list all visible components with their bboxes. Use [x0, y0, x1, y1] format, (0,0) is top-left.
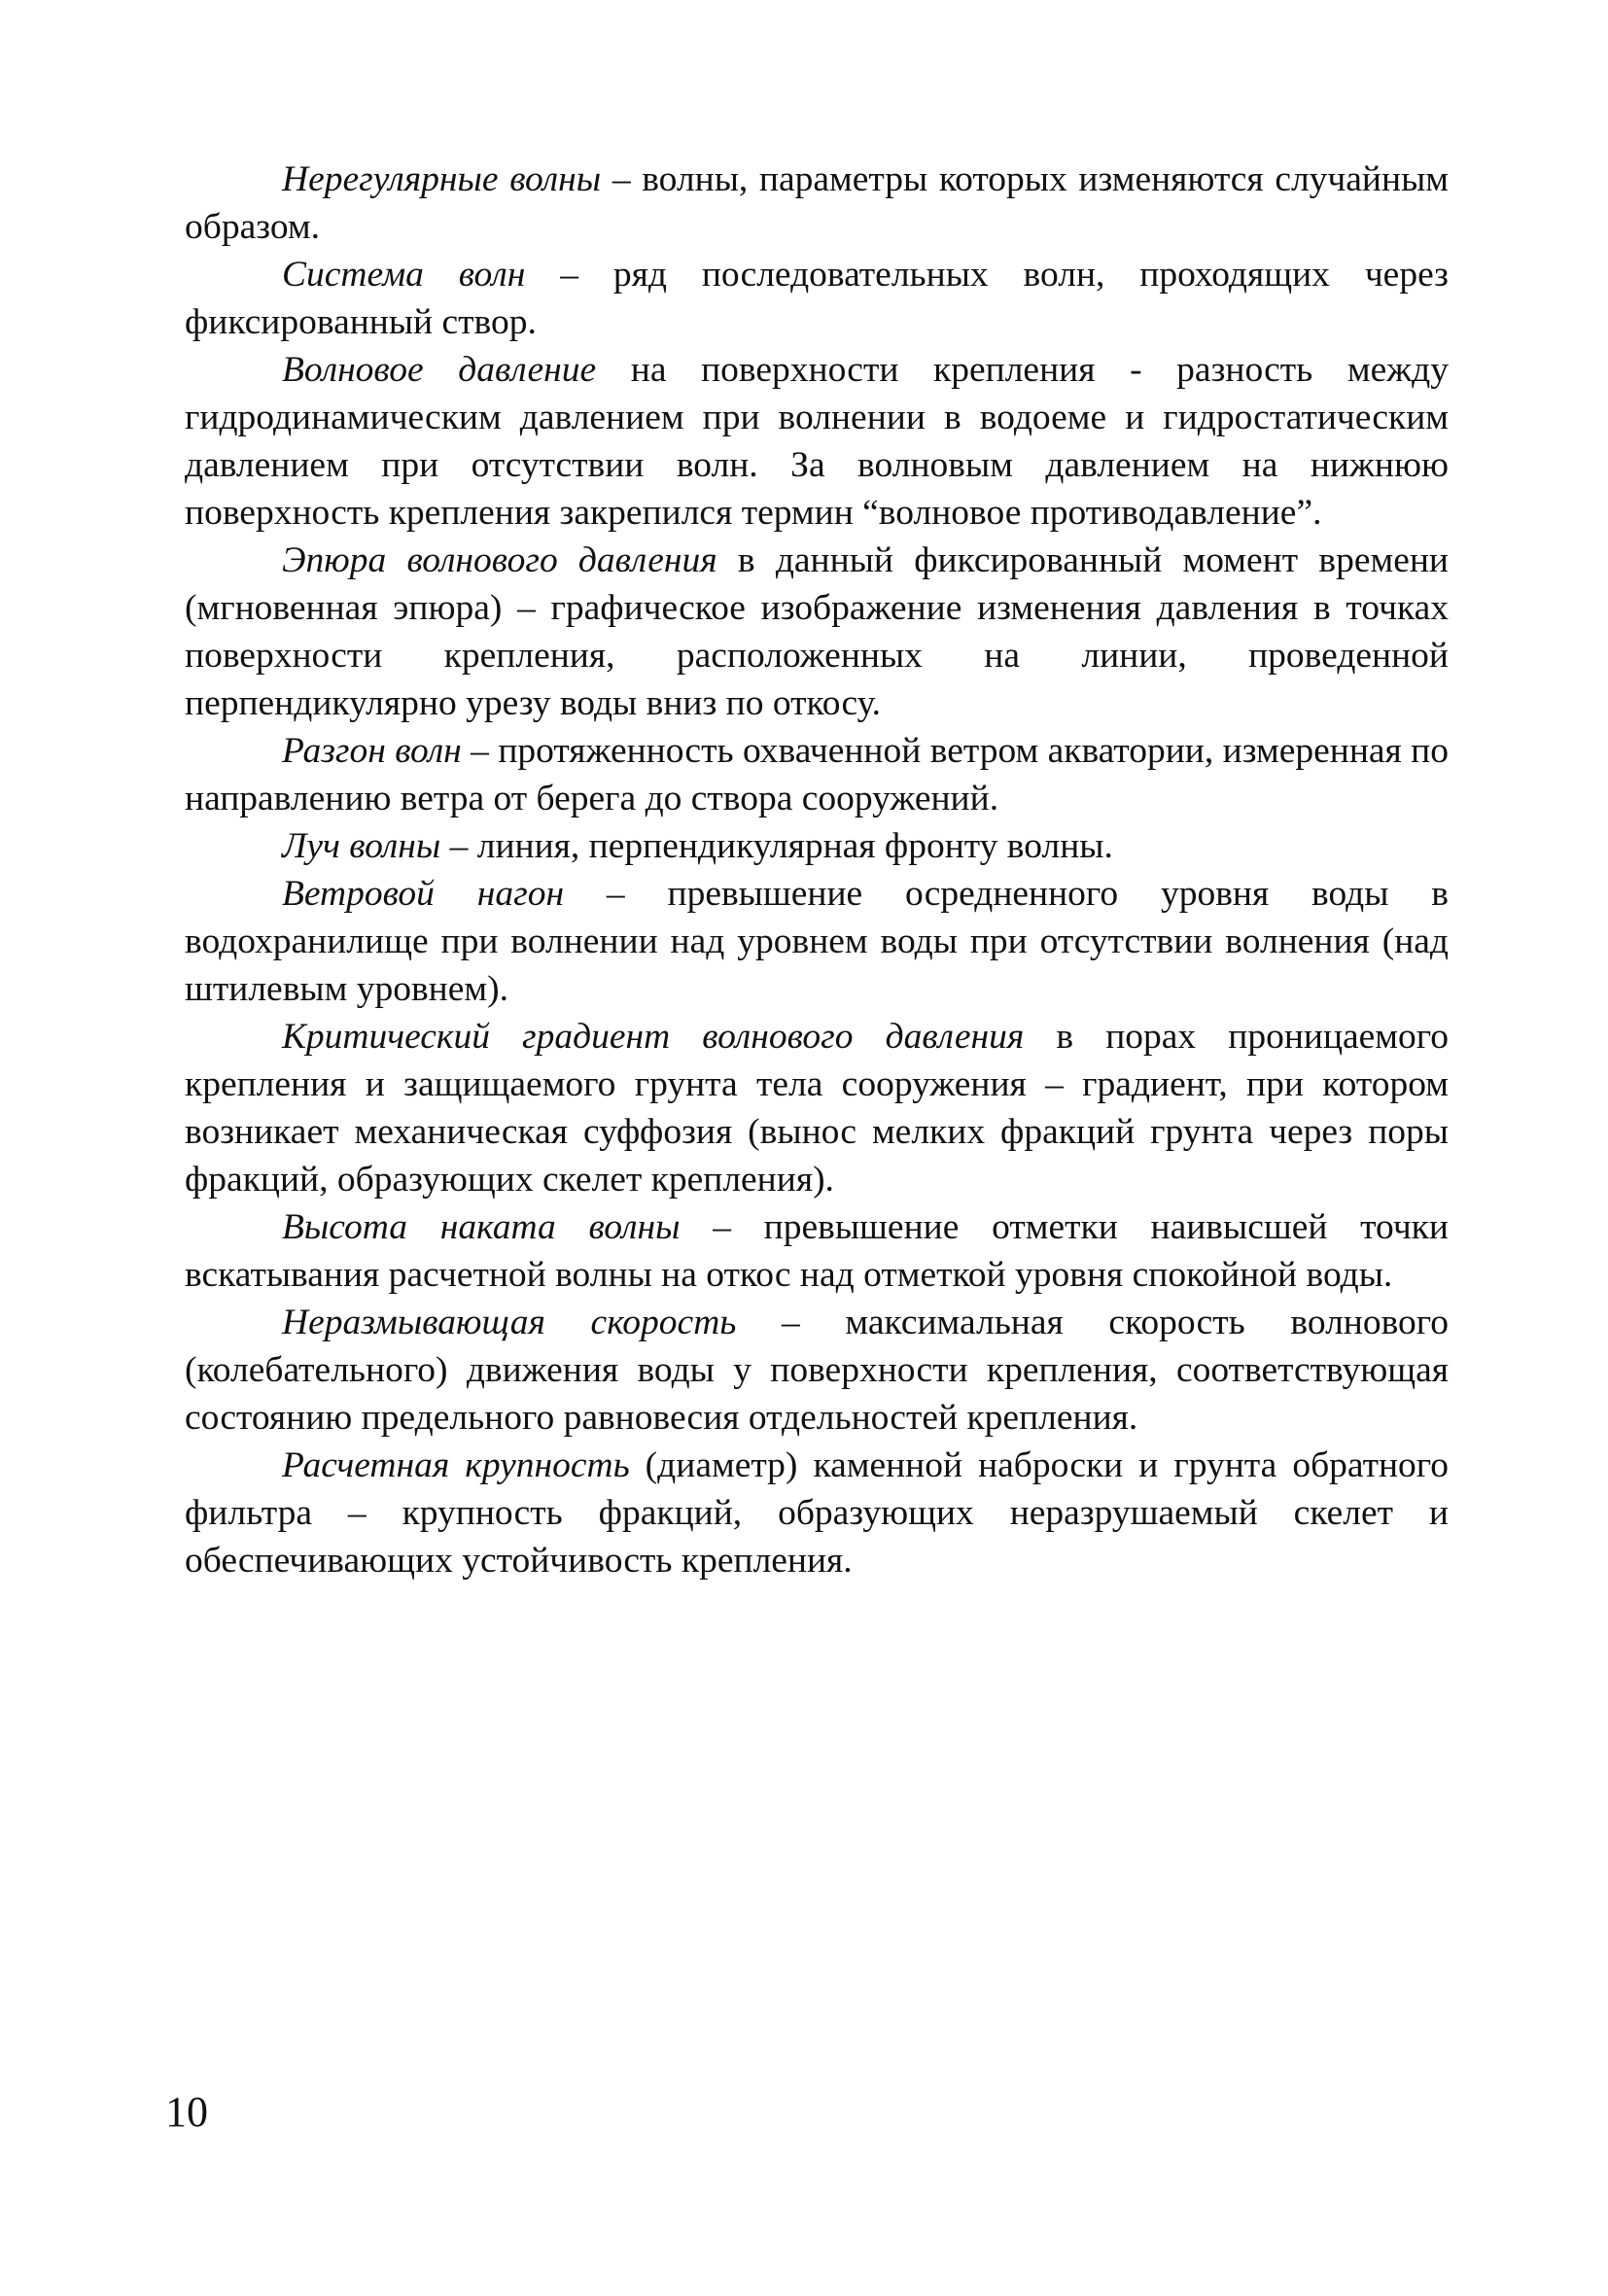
definition-term: Ветровой нагон [282, 874, 565, 914]
definition-text: – протяженность охваченной ветром акватории, измеренная по направлению ветра от берега до створа сооружений. [185, 731, 1449, 818]
definition-paragraph [185, 1013, 1449, 1203]
definition-text: – ряд последовательных волн, проходящих через фиксированный створ. [185, 255, 1449, 342]
definition-paragraph [185, 537, 1449, 727]
definition-term: Расчетная крупность [282, 1445, 630, 1485]
definition-text: – максимальная скорость волнового (колебательного) движения воды у поверхности крепления, соответствующая состоянию предельного равновесия отдельностей крепления. [185, 1303, 1449, 1438]
definition-paragraph [185, 251, 1449, 346]
definition-term: Система волн [282, 255, 526, 295]
definition-paragraph [185, 156, 1449, 251]
definition-paragraph [185, 1299, 1449, 1442]
definition-paragraph [185, 346, 1449, 537]
definition-text: – превышение осредненного уровня воды в водохранилище при волнении над уровнем воды при отсутствии волнения (над штилевым уровнем). [185, 874, 1449, 1009]
definition-term: Луч волны [282, 826, 441, 866]
definition-term: Волновое давление [282, 350, 597, 390]
definition-text: на поверхности крепления - разность между гидродинамическим давлением при волнении в водоеме и гидростатическим давлением при отсутствии волн. За волновым давлением на нижнюю поверхность крепления закрепился термин “волновое противодавление”. [185, 350, 1450, 533]
definition-term: Неразмывающая скорость [282, 1303, 737, 1342]
definition-text: в данный фиксированный момент времени (мгновенная эпюра) – графическое изображение изменения давления в точках поверхности крепления, расположенных на линии, проведенной перпендикулярно урезу воды вниз по откосу. [185, 540, 1449, 723]
definition-term: Критический градиент волнового давления [282, 1017, 1025, 1057]
definition-paragraph [185, 822, 1449, 870]
definition-paragraph [185, 1203, 1449, 1299]
definition-term: Разгон волн [282, 731, 462, 771]
definition-text: – линия, перпендикулярная фронту волны. [440, 826, 1113, 866]
definition-text: – волны, параметры которых изменяются случайным образом. [185, 159, 1449, 247]
definition-text: в порах проницаемого крепления и защищаемого грунта тела сооружения – градиент, при котором возникает механическая суффозия (вынос мелких фракций грунта через поры фракций, образующих скелет крепления). [185, 1017, 1449, 1200]
definition-text: (диаметр) каменной наброски и грунта обратного фильтра – крупность фракций, образующих неразрушаемый скелет и обеспечивающих устойчивость крепления. [185, 1445, 1449, 1581]
definition-term: Нерегулярные волны [282, 159, 602, 199]
definition-paragraph [185, 727, 1449, 822]
page-body [185, 156, 1449, 1584]
definition-paragraph [185, 870, 1449, 1013]
definition-paragraph [185, 1442, 1449, 1584]
definition-term: Высота наката волны [282, 1207, 681, 1247]
definition-text: – превышение отметки наивысшей точки вскатывания расчетной волны на откос над отметкой уровня спокойной воды. [185, 1207, 1449, 1295]
definition-term: Эпюра волнового давления [282, 540, 717, 580]
page-number: 10 [165, 2088, 208, 2136]
